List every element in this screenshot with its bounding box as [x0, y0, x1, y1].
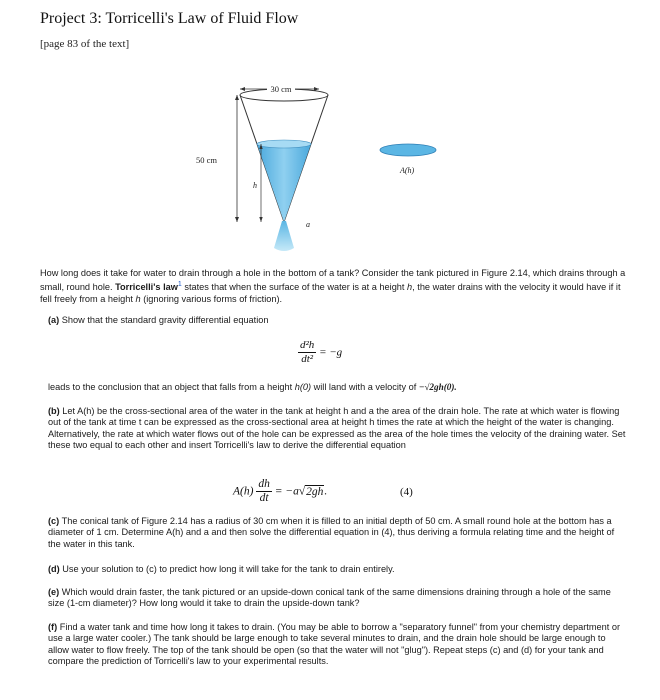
- part-d: [48, 564, 628, 575]
- differential-equation-4: A(h) $\frac{dh}{dt}$ = −a√2gh.: [233, 478, 328, 504]
- water-body: [257, 144, 311, 222]
- label-area: A(h): [400, 166, 415, 175]
- intro-text-1: How long does it take for water to drain through a hole in the bottom of a tank? Consider the tank pictured in Figure 2.14, which drains through a small, round hole.: [40, 268, 626, 293]
- part-e-text: Which would drain faster, the tank pictured or an upside-down conical tank of the same dimensions draining through a hole of the same size (1-cm diameter)? How long would it take to drain the upside-down tank?: [48, 587, 611, 609]
- diffeq-lhs: A(h): [233, 485, 254, 498]
- intro-text-3: , the water drains with the velocity it would have if it fell freely from a height: [40, 282, 621, 304]
- part-f-text: Find a water tank and time how long it takes to drain. (You may be able to borrow a "separatory funnel" from your chemistry department or use a large water cooler.) The tank should be large enough to take several minutes to drain, and the drain hole should be large enough to allow water to flow freely. The top of the tank should be open (so that the water will not "glug"). Repeat steps (c) and (d) for your tank and compare the prediction of Torricelli's law to your experimental results.: [48, 622, 621, 666]
- diffeq-rhs: = −a: [274, 485, 299, 498]
- footnote-marker[interactable]: 1: [177, 281, 182, 289]
- drain-stream: [274, 221, 294, 251]
- intro-text-end: (ignoring various forms of friction).: [143, 293, 283, 304]
- part-c-text: The conical tank of Figure 2.14 has a radius of 30 cm when it is filled to an initial depth of 50 cm. A small round hole at the bottom has a diameter of 1 cm. Determine A(h) and a and then solve the differential equation in (4), thus deriving a formula relating time and the height of the water in this tank.: [48, 516, 615, 549]
- page-title: Project 3: Torricelli's Law of Fluid Flow: [40, 10, 299, 27]
- torricelli-law-term: Torricelli's law: [115, 282, 178, 293]
- cross-section-ellipse: [380, 144, 436, 156]
- label-height: 50 cm: [196, 155, 218, 165]
- part-d-label: (d): [48, 564, 60, 574]
- part-e-label: (e): [48, 587, 60, 597]
- part-a-label: (a): [48, 315, 60, 325]
- part-c-label: (c): [48, 516, 60, 526]
- conclusion-text-1: leads to the conclusion that an object that falls from a height: [48, 382, 293, 392]
- water-surface: [257, 140, 311, 148]
- diffeq-numerator: dh: [258, 478, 270, 490]
- part-a-text: Show that the standard gravity differential equation: [61, 315, 269, 325]
- part-b: [48, 406, 628, 451]
- equation-tag: (4): [400, 486, 413, 498]
- label-width: 30 cm: [270, 84, 292, 94]
- diffeq-end: .: [324, 485, 328, 498]
- diffeq-sqrt: 2gh: [306, 485, 324, 498]
- part-f-label: (f): [48, 622, 58, 632]
- part-e: [48, 587, 628, 610]
- gravity-eq-rhs: = −g: [319, 346, 343, 359]
- gravity-equation: [298, 339, 342, 366]
- conclusion-velocity: −√2gh(0).: [418, 382, 457, 392]
- conclusion-h0: h(0): [294, 382, 312, 392]
- diffeq-denominator: dt: [259, 492, 269, 504]
- part-b-text: Let A(h) be the cross-sectional area of the water in the tank at height h and a the area of the drain hole. The rate at which water is flowing out of the tank at time t can be expressed as the cross-sectional area at height h times the rate at which the height of the water is changing. Alternatively, the rate at which water flows out of the hole can be expressed as the area of the hole times the velocity of the draining water. Set these two equal to each other and insert Torricelli's law to derive the differential equation: [48, 406, 626, 450]
- label-h: h: [253, 181, 257, 190]
- gravity-eq-numerator: d²h: [300, 339, 315, 351]
- part-a-conclusion: [48, 382, 628, 393]
- intro-h2: h: [135, 293, 141, 304]
- part-d-text: Use your solution to (c) to predict how long it will take for the tank to drain entirely.: [62, 564, 395, 574]
- gravity-eq-denominator: dt²: [301, 353, 314, 365]
- intro-h: h: [407, 282, 413, 293]
- conical-tank-figure: [195, 80, 440, 265]
- page-reference: [page 83 of the text]: [40, 38, 130, 50]
- intro-paragraph: [40, 268, 628, 305]
- label-a: a: [306, 220, 310, 229]
- part-b-label: (b): [48, 406, 60, 416]
- part-a: [48, 315, 628, 326]
- conclusion-text-2: will land with a velocity of: [313, 382, 417, 392]
- part-c: [48, 516, 628, 550]
- intro-text-2: states that when the surface of the water is at a height: [184, 282, 405, 293]
- part-f: [48, 622, 628, 667]
